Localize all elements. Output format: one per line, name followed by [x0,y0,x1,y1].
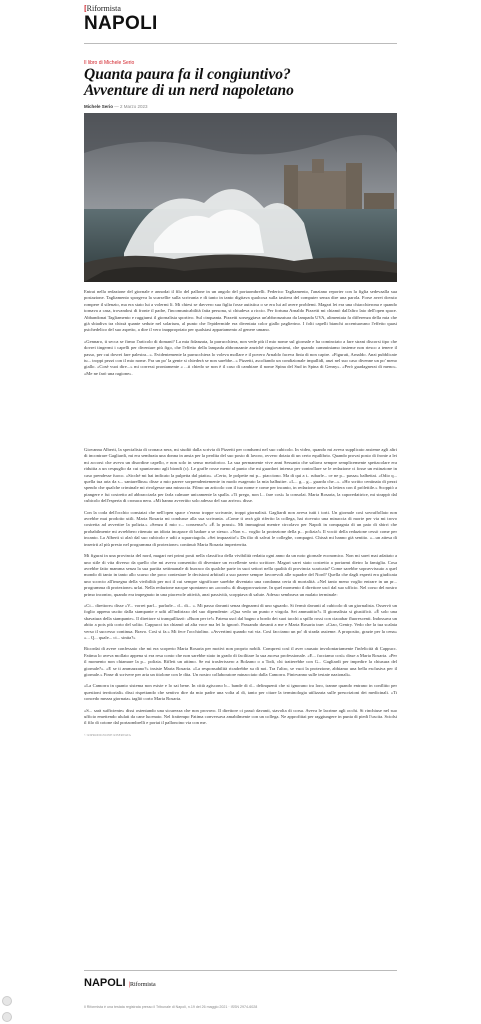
settings-icon[interactable] [2,1012,12,1022]
article-body-2 [84,447,397,743]
footer-city: NAPOLI [84,977,126,989]
paragraph: Mi figurai in una provincia del nord, magari nei primi posti nella classifica della vivibilità redatta ogni anno da un noto giornale economico. Non mi sarei mai adattato a uno stile di vita diverso da quello che mi aveva consentito di diventare un eccellente serio scrittore. Magari sarei stato costretto a portarmi dietro la famiglia. Cosa avrebbe fatto mamma senza la sua partita settimanale di burraco da qualche parte in suoi settori nella qualità di provincia scaricata? Come sarebbe sopravvissuto a quel mondo di tanto in tanto allo scarso che poco contestare le decisioni arbitrali a suo parere sempre favorevoli alle squadre del Nord? Quella che dagli esperti era giudicata uno scorcio all'insegna della vivibilità per noi il cui sempre significare sarebbe diventato una condanna certa di mortalità. «Nel tanto meno voglio entrare in un pr... programma di protezione» urlai. Nella redazione nacque spontaneo un «ooooh» di disapprovazione. In quel momento il direttore uscì dal suo ufficio. Nel corso del nostro primo incontro, quando era impegnato in una piacevole attività, anzi passività, scoppiava di salute. Adesso sembrava un malato terminale: [84,553,397,597]
byline [84,104,148,109]
footer-copyright: Il Riformista è una testata registrata presso il Tribunale di Napoli, n.19 del 26 maggio 2021 · ISSN 2974-6028 [84,1005,258,1009]
paragraph: «Gennaro, ti secca se firmo l'articolo di domani? La mia fidanzata, la parrucchiera, non vede più il mio nome sul giornale e ha cominciato a fare strani discorsi tipo che dovrei tingermi i capelli per diventare più figo, che l'effetto della lampada abbronzante anziché ringiovanirmi, che quando camminiamo insieme non riesco a tenere il passo, per cui dovrei fare palestra...». Evidentemente la parrucchiera lo voleva mollare e il povero Arnaldo faceva finta di non capire. «Figurati, Arnaldo. Anzi pubblicate tu... troppi pezzi con il mio nome. Fra un po' la gente si chiederà se non sarebbe...» Pizzetti, ascoltando un condizionale impallidì, anzi nel suo caso divenne un po' meno giallo. «Cosè vuoi dire...» mi corressi prontamente « ...ti chiedo se non è il caso di cambiare il nome Spina del Sud in Spina di Genny». «Però guadagnerai di meno». «Me ne farò una ragione». [84,338,397,376]
city-title[interactable]: NAPOLI [84,13,158,34]
paragraph: Giovanna Alberti, la specialista di cronaca nera, mi studiò dalla scrivia di Pizzetti per condurmi nel suo cubicolo. In video, quando mi aveva supplicato assieme agli altri di incontrare Gagliardi, mi era sembrata una donna in ansia per la perdita del suo posto di lavoro, ovvero dotata di un certo equilibrio. Quando provai posto di fronte a lei mi accorsi che aveva un disordine capello, e non solo in senso metaforico. La sua permanente vive anni Sessanta che saltava sempre semplicemente spettacolare era riduitta a un cespuglio da cui spuntavano agli biondi (c). Le graffe rosse meno al punto che mi guardavi intenso per controllare se le redazione ci fosse un estinzione in caso prendesse fuoco. «Sicché mi hai indicato la pulpetta dal piatto». «Certo, le polpette mi p... piacciono. Ma di qui a t.. rubarle... ce ne p... passa» balbettai. «Odio q... quella tua aria da s... santarellina» disse a mio parere sorprendentemente in modo esagerato la mia balbutire. «L... g... g... guarda che...». «Ho scritto centinaia di pezzi spendo che qualche criminale mi rivolgesse una minaccia. Filmo un articolo con il tuo nome e come per incanto, in redazione arriva la lettera con il pròlettile.» Scoppiò a piangere e fui costretto ad abbracciarla per farla calmare unicamente la spalla. «Ti prego, non l... fare così» la consolai. Maria Rosaria, la caporedattrice, mi strappò dal cubicolo dell'esperta di cronaca nera. «Mi hanno avvertito solo adesso del suo arrivo» disse. [84,447,397,504]
accessibility-icon[interactable] [2,996,12,1006]
copyright-note: © RIPRODUZIONE RISERVATA [84,732,131,737]
paragraph: «La Camorra in quanto sistema non esiste e lo sai bene. In città agiscono b... bande di d... delinquenti che si ignorano tra loro, tranne quando entrano in conflitto per questioni territoriali» dissi rispettando che sentivo dire da mio padre una volta al di, tanto per citare la terminologia utilizzata sulle prescrizioni dei medicinali. «Ti concedo mezza giornata» tagliò corto Maria Rosaria. [84,683,397,702]
author-name[interactable]: Michele Serio [84,104,114,109]
footer-logo[interactable]: NAPOLI |Riformista [84,977,156,989]
article-title [84,67,404,99]
footer-name: Riformista [129,982,156,988]
paragraph: Con la coda dell'occhio constatai che nell'open space c'erano troppe scrivanie, troppi giornalisti. Gagliardi non aveva tutti i torti. Un giornale così sovraffollato non avrebbe mai prodotto utili. Maria Rosaria mi condusse alla sua scrivania. «Come ti avrà già riferito la collega, hai ricevuto una minaccia di morte per via mi trovo costretta ad avvertire la polizia.» «Senza il mio c... consenso?» «È la prassi». Mi immaginai mentre circolavo per Napoli in compagnia di un paio di sbirri che probabilmente mi avrebbero ritenuto un idiota incapace di badare a se stesso. «Non v... voglio la protezione della p... polizia!» Il vociò della redazione cessò come per incanto. La Alberti si alzò dal suo cubicolo e udii a squarciagola. «Sei impazzito!» Da ilio di salvai le colleghe, compagni. Chissà mi hanno già sentito. «...un attesa di inserirti al più presto nel programma di protezione» continuò Maria Rosaria imperterrita. [84,509,397,547]
paragraph: Ricordai di avere confessato che mi era scoperto Maria Rosaria per motivi non proprio nobili. Compresi così il aver causato involontariamente l'infelicità di Cappucc. Fatima lo aveva mollato appena si era resa conto che non sarebbe stato in grado di facilitare la sua ascesa professionale. «E... facciamo così» disse a Maria Rosaria. «Per il momento non chiamare la p... polizia. Riflett un attimo. Se mi trasferissero a Bolzano o a Todi, chi tratterebbe con G... Gagliardi per impedire la chiusura del giornale?». «E se ti ammazzano?» insiste Maria Rosaria. «La responsabilità ricadrebbe su di noi. Tra l'altro, se vuoi la protezione, abbiamo una bella esclusiva per il giornale.» Finse di scrivere per aria un titolone con le dita. Un nostro collaboratore minacciato dalla Camorra. Finirvanno sulle testate nazionali». [84,646,397,677]
paragraph: Entrai nella redazione del giornale e annodai il filo del pallone in un angolo del portaombrelli. Federico Tagliamento, l'anziano reporter con la figlia sedevaalla sua postazione. Tagliamento sporgeva la scarsellie sulla scrivania e di tanto in tanto digitava qualcosa sulla tastiera del computer senza dire una parola. Forse avrei dovuto rompere il silenzio, ma era stato lui a volermi lì. Mi chiesi se davvero sua figlia fosse autistica o se era lui ad avere problemi. Magari lei era una chiacchierona e quando tornava a casa, trovandosi di fronte il padre, l'incomunicabilità fatta persona, si chiudeva a riccio. Per fortuna Arnaldo Pizzetti mi chiamò dall'altro lato dell'open space. Abbandonai Tagliamento e raggiunsi il giornalista sportivo. Sul cinquanta. Pizzetti sorseggiava un'abbronzatura da lampada UVA, alimentata fa differenza della mia che già sbiadiva tra chissà quante sedute nel solarium, al punto che l'epidermide era diventata color giallo paglierino. I folti capelli bianchi accentuavano l'effetto quasi psichedelico del suo aspetto, a dire il vero inappropriato per qualsiasi appartamento al genere umano. [84,289,397,333]
paragraph: «S... sarà sufficiente» dissi ostentando una sicurezza che non provavo. Il direttore ci passò davanti, stavolta di corsa. Aveva le lacrime agli occhi. Si rinchiuse nel suo ufficio emettendo ululati da cane lucenato. Nel frattempo Fatima conversava amabilmente con un collega. Ne approfittai per raggiungere in punta di piedi l'uscita. Sciolsi il filo di cotone dal portaombrelli e portai il palloncino via con me. [84,707,397,726]
masthead-divider [84,43,397,44]
article-body-1 [84,289,397,382]
publish-date: — 2 Marzo 2023 [114,104,148,109]
article-kicker[interactable]: Il libro di Michele Serio [84,60,135,66]
title-line-2: Avventure di un nerd napoletano [84,82,294,99]
brand-small-logo[interactable]: [Riformista [84,4,121,13]
sea-castle-photo [84,113,397,282]
title-line-1: Quanta paura fa il congiuntivo? [84,66,291,83]
masthead [84,4,404,34]
hero-image [84,113,397,282]
paragraph: «Ci... direttore» disse «V... vorrei parl... parlarle... d... di... ». Mi passo davanti senza degnarmi di uno sguardo. Si fermò davanti al cubicolo di un giornalista. Osservò un foglio appena uscito dalla stampante e udii all'indirizzo del suo dipendente: «Qua vedo un punto e virgola. Sei ammattito?» Il giornalista si giustificò. «È solo una sbavatura della stampante». Il direttore si tranquillizzò: «Buon per te!» Fatena uscì dal bagno a bordo dei suoi tacchi a spillo rossi con ciaoabar fluorescenti. Indossava un abito a pois più corto del solito. Cappucci tra chiamò ad alta voce ma lei lo ignorò. Passando davanti a me e Maria Rosaria trae: «Ciao, Gentry. Vedo che la tua scalata verso il successo continua. Bravo. Così si fa.» Mi fece l'occhiolino. «Avvertimi quando vai via. Così facciamo un po' di strada assieme. A proposito, grazie per la cena» «... Q... quale... ci... sinita?» [84,602,397,640]
footer-divider [84,970,397,971]
